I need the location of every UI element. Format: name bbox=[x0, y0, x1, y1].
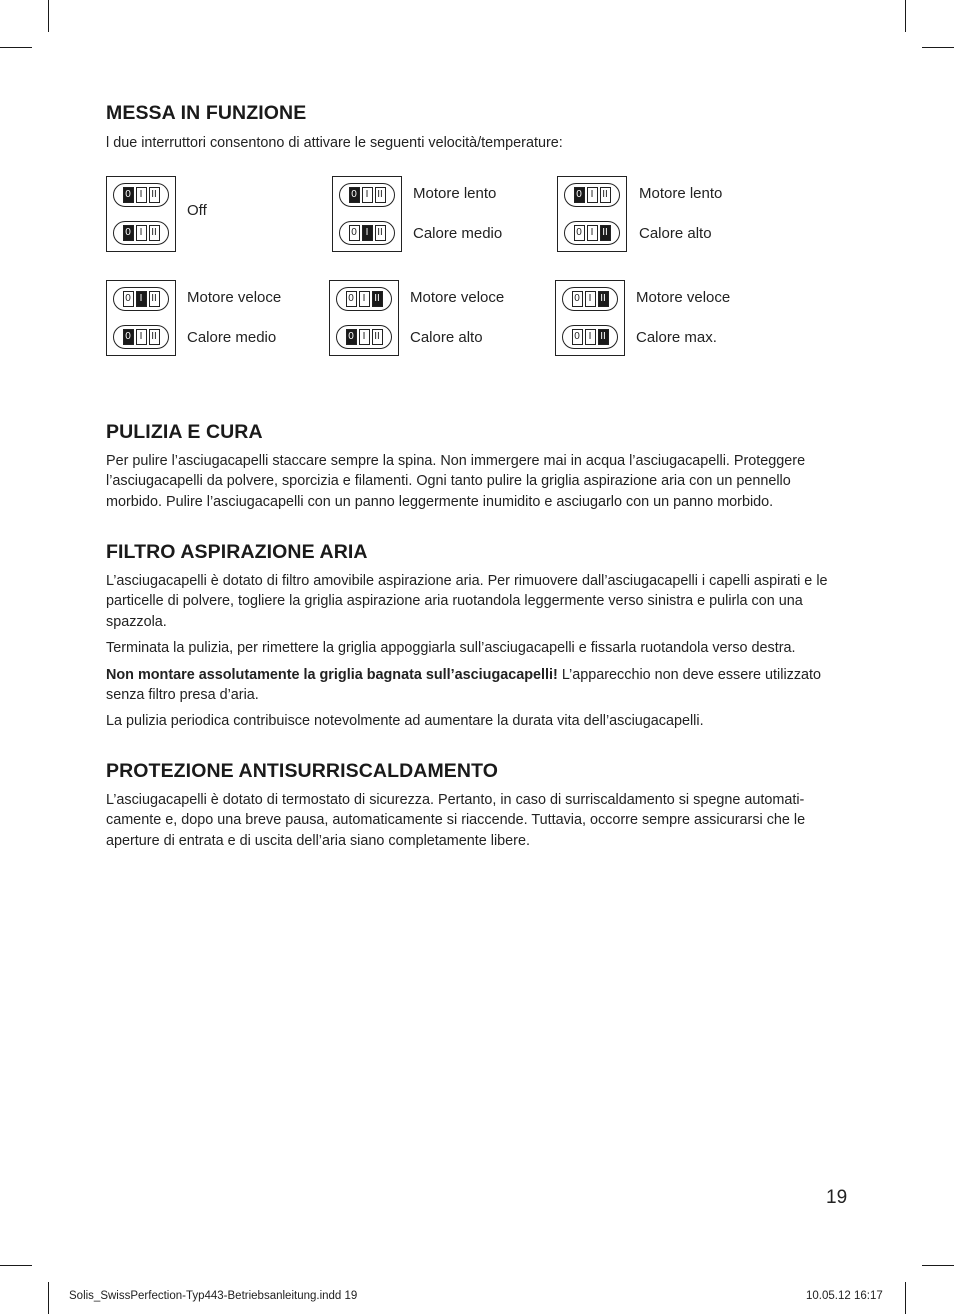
switch-position: I bbox=[136, 329, 147, 345]
switch-label-motor: Motore veloce bbox=[187, 289, 282, 306]
section-title-messa: MESSA IN FUNZIONE bbox=[106, 102, 307, 124]
switch-position: 0 bbox=[349, 187, 360, 203]
switch-label-motor: Motore veloce bbox=[410, 289, 505, 306]
motor-switch bbox=[113, 287, 169, 311]
heat-switch bbox=[336, 325, 392, 349]
messa-intro: l due interruttori consentono di attivare le seguenti velocità/temperature: bbox=[106, 135, 563, 151]
switch-position: II bbox=[149, 187, 160, 203]
heat-switch bbox=[113, 221, 169, 245]
switch-label-motor: Motore lento bbox=[639, 185, 723, 202]
crop-mark bbox=[905, 1282, 906, 1314]
heat-switch bbox=[113, 325, 169, 349]
crop-mark bbox=[0, 47, 32, 48]
heat-switch bbox=[562, 325, 618, 349]
switch-position: II bbox=[372, 291, 383, 307]
crop-mark bbox=[905, 0, 906, 32]
motor-switch bbox=[562, 287, 618, 311]
switch-position: I bbox=[587, 187, 598, 203]
switch-position: II bbox=[149, 291, 160, 307]
switch-position: 0 bbox=[349, 225, 360, 241]
switch-label-heat: Calore medio bbox=[413, 225, 503, 242]
filtro-warning-rest: L’apparecchio non deve essere utilizzato senza filtro presa d’aria. bbox=[106, 667, 822, 704]
footer-timestamp: 10.05.12 16:17 bbox=[806, 1290, 883, 1302]
switch-position: 0 bbox=[123, 225, 134, 241]
switch-position: 0 bbox=[572, 329, 583, 345]
switch-position: I bbox=[362, 225, 373, 241]
crop-mark bbox=[48, 0, 49, 32]
switch-diagram bbox=[106, 280, 176, 356]
switch-label-motor: Motore veloce bbox=[636, 289, 731, 306]
switch-position: I bbox=[136, 225, 147, 241]
filtro-paragraph-4: La pulizia periodica contribuisce notevolmente ad aumentare la durata vita dell’asciugacapelli. bbox=[106, 713, 704, 729]
switch-position: I bbox=[585, 291, 596, 307]
filtro-paragraph-2: Terminata la pulizia, per rimettere la griglia appoggiarla sull’asciugacapelli e fissarla ruotandola verso destra. bbox=[106, 640, 796, 656]
switch-position: II bbox=[149, 225, 160, 241]
switch-position: II bbox=[600, 225, 611, 241]
switch-position: I bbox=[359, 291, 370, 307]
section-title-pulizia: PULIZIA E CURA bbox=[106, 421, 263, 443]
switch-position: II bbox=[375, 225, 386, 241]
motor-switch bbox=[336, 287, 392, 311]
switch-diagram bbox=[555, 280, 625, 356]
switch-position: I bbox=[585, 329, 596, 345]
page-number: 19 bbox=[826, 1187, 848, 1208]
crop-mark bbox=[48, 1282, 49, 1314]
switch-position: I bbox=[359, 329, 370, 345]
switch-diagram bbox=[106, 176, 176, 252]
switch-position: I bbox=[136, 291, 147, 307]
switch-position: I bbox=[362, 187, 373, 203]
section-title-protezione: PROTEZIONE ANTISURRISCALDAMENTO bbox=[106, 760, 499, 782]
switch-position: II bbox=[600, 187, 611, 203]
switch-position: 0 bbox=[123, 187, 134, 203]
switch-position: 0 bbox=[123, 291, 134, 307]
switch-position: I bbox=[136, 187, 147, 203]
filtro-warning-bold: Non montare assolutamente la griglia bagnata sull’asciugacapelli! bbox=[106, 667, 558, 683]
switch-position: 0 bbox=[572, 291, 583, 307]
switch-label-heat: Calore alto bbox=[639, 225, 712, 242]
crop-mark bbox=[0, 1265, 32, 1266]
switch-diagram bbox=[557, 176, 627, 252]
section-title-filtro: FILTRO ASPIRAZIONE ARIA bbox=[106, 541, 368, 563]
crop-mark bbox=[922, 1265, 954, 1266]
switch-position: II bbox=[598, 329, 609, 345]
heat-switch bbox=[339, 221, 395, 245]
heat-switch bbox=[564, 221, 620, 245]
protezione-paragraph: L’asciugacapelli è dotato di termostato di sicurezza. Pertanto, in caso di surriscaldamento si spegne automati-camente e, dopo una breve pausa, automaticamente si riaccende. Tuttavia, occorre sempre assicurarsi che le aperture di entrata e di uscita dell’aria siano completamente libere. bbox=[106, 792, 806, 849]
switch-label-heat: Calore max. bbox=[636, 329, 717, 346]
switch-position: 0 bbox=[574, 225, 585, 241]
switch-position: II bbox=[149, 329, 160, 345]
motor-switch bbox=[564, 183, 620, 207]
switch-label-heat: Calore medio bbox=[187, 329, 277, 346]
crop-mark bbox=[922, 47, 954, 48]
switch-label: Off bbox=[187, 202, 207, 219]
pulizia-paragraph: Per pulire l’asciugacapelli staccare sempre la spina. Non immergere mai in acqua l’asciugacapelli. Proteggere l’asciugacapelli da polvere, sporcizia e filamenti. Ogni tanto pulire la griglia aspirazione aria con un pennello morbido. Pulire l’asciugacapelli con un panno leggermente inumidito e asciugarlo con un panno morbido. bbox=[106, 453, 806, 510]
switch-position: II bbox=[598, 291, 609, 307]
switch-position: II bbox=[372, 329, 383, 345]
footer-filename: Solis_SwissPerfection-Typ443-Betriebsanleitung.indd 19 bbox=[69, 1290, 358, 1302]
switch-label-heat: Calore alto bbox=[410, 329, 483, 346]
filtro-paragraph-1: L’asciugacapelli è dotato di filtro amovibile aspirazione aria. Per rimuovere dall’asciugacapelli i capelli aspirati e le particelle di polvere, togliere la griglia aspirazione aria ruotandola leggermente verso sinistra e pulirla con una spazzola. bbox=[106, 573, 828, 630]
switch-position: II bbox=[375, 187, 386, 203]
switch-position: I bbox=[587, 225, 598, 241]
switch-diagram bbox=[329, 280, 399, 356]
filtro-paragraph-3 bbox=[106, 665, 841, 706]
switch-diagram bbox=[332, 176, 402, 252]
switch-position: 0 bbox=[123, 329, 134, 345]
switch-position: 0 bbox=[346, 291, 357, 307]
motor-switch bbox=[339, 183, 395, 207]
switch-position: 0 bbox=[574, 187, 585, 203]
switch-position: 0 bbox=[346, 329, 357, 345]
switch-label-motor: Motore lento bbox=[413, 185, 497, 202]
motor-switch bbox=[113, 183, 169, 207]
